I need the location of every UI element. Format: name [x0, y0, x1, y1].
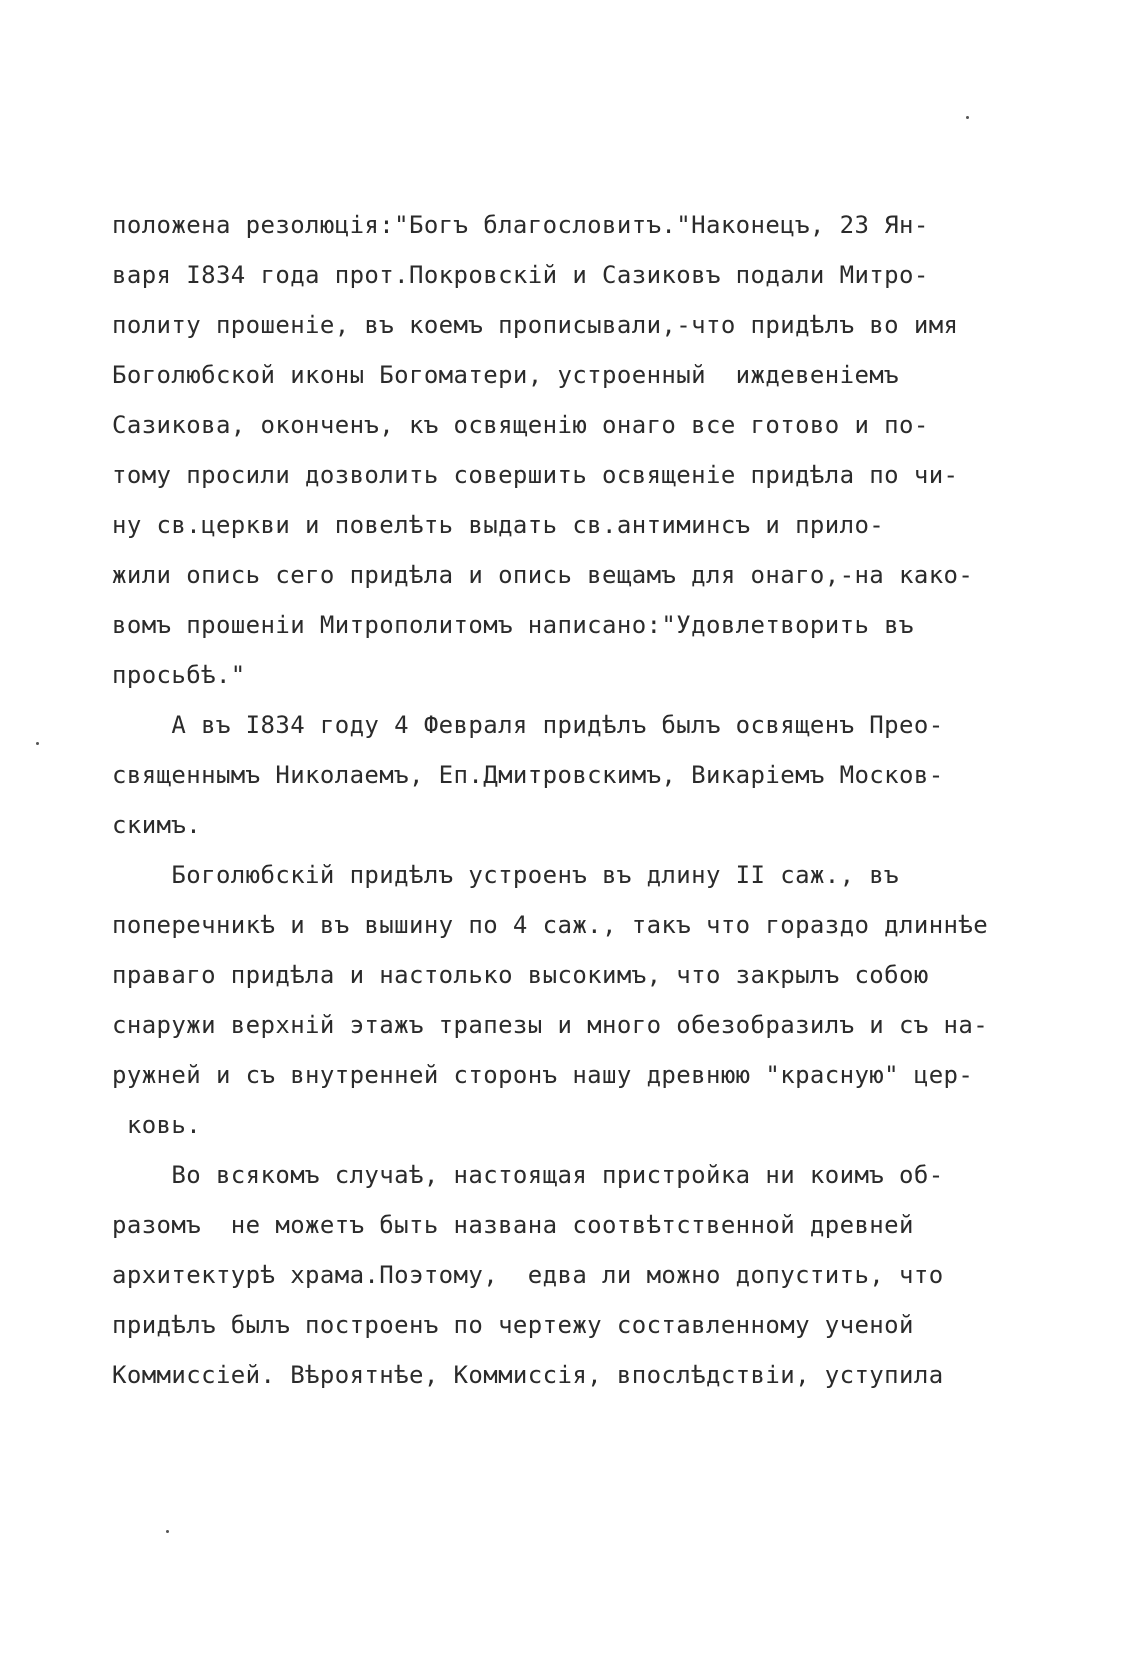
text-line-17: снаружи верхній этажъ трапезы и много обезобразилъ и съ на- — [112, 1011, 989, 1039]
scan-speck-left-margin — [36, 742, 39, 745]
text-line-18: ружней и съ внутренней сторонъ нашу древнюю "красную" цер- — [112, 1061, 974, 1089]
text-line-1: положена резолюція:"Богъ благословитъ."Наконецъ, 23 Ян- — [112, 211, 929, 239]
text-line-3: политу прошеніе, въ коемъ прописывали,-что придѣлъ во имя — [112, 311, 959, 339]
text-line-19: ковь. — [112, 1111, 202, 1139]
text-line-11: А въ I834 году 4 Февраля придѣлъ былъ освященъ Прео- — [112, 711, 944, 739]
text-line-9: вомъ прошеніи Митрополитомъ написано:"Удовлетворить въ — [112, 611, 914, 639]
text-line-6: тому просили дозволить совершить освященіе придѣла по чи- — [112, 461, 959, 489]
text-line-23: придѣлъ былъ построенъ по чертежу составленному ученой — [112, 1311, 914, 1339]
scan-speck-top-right — [966, 116, 969, 119]
text-line-10: просьбѣ." — [112, 661, 246, 689]
text-line-15: поперечникѣ и въ вышину по 4 саж., такъ что гораздо длиннѣе — [112, 911, 989, 939]
text-line-2: варя I834 года прот.Покровскій и Сазиковъ подали Митро- — [112, 261, 929, 289]
typed-text-body — [112, 200, 1032, 1400]
text-line-16: праваго придѣла и настолько высокимъ, что закрылъ собою — [112, 961, 929, 989]
text-line-20: Во всякомъ случаѣ, настоящая пристройка ни коимъ об- — [112, 1161, 944, 1189]
text-line-8: жили опись сего придѣла и опись вещамъ для онаго,-на како- — [112, 561, 974, 589]
text-line-12: священнымъ Николаемъ, Еп.Дмитровскимъ, Викаріемъ Москов- — [112, 761, 944, 789]
text-line-4: Боголюбской иконы Богоматери, устроенный иждевеніемъ — [112, 361, 900, 389]
text-line-14: Боголюбскій придѣлъ устроенъ въ длину II саж., въ — [112, 861, 900, 889]
text-line-5: Сазикова, оконченъ, къ освященію онаго все готово и по- — [112, 411, 929, 439]
text-line-21: разомъ не можетъ быть названа соотвѣтственной древней — [112, 1211, 914, 1239]
text-line-24: Коммиссіей. Вѣроятнѣе, Коммиссія, впослѣдствіи, уступила — [112, 1361, 944, 1389]
scan-speck-bottom — [166, 1530, 169, 1533]
text-line-7: ну св.церкви и повелѣть выдать св.антиминсъ и прило- — [112, 511, 885, 539]
text-line-13: скимъ. — [112, 811, 202, 839]
text-line-22: архитектурѣ храма.Поэтому, едва ли можно допустить, что — [112, 1261, 944, 1289]
